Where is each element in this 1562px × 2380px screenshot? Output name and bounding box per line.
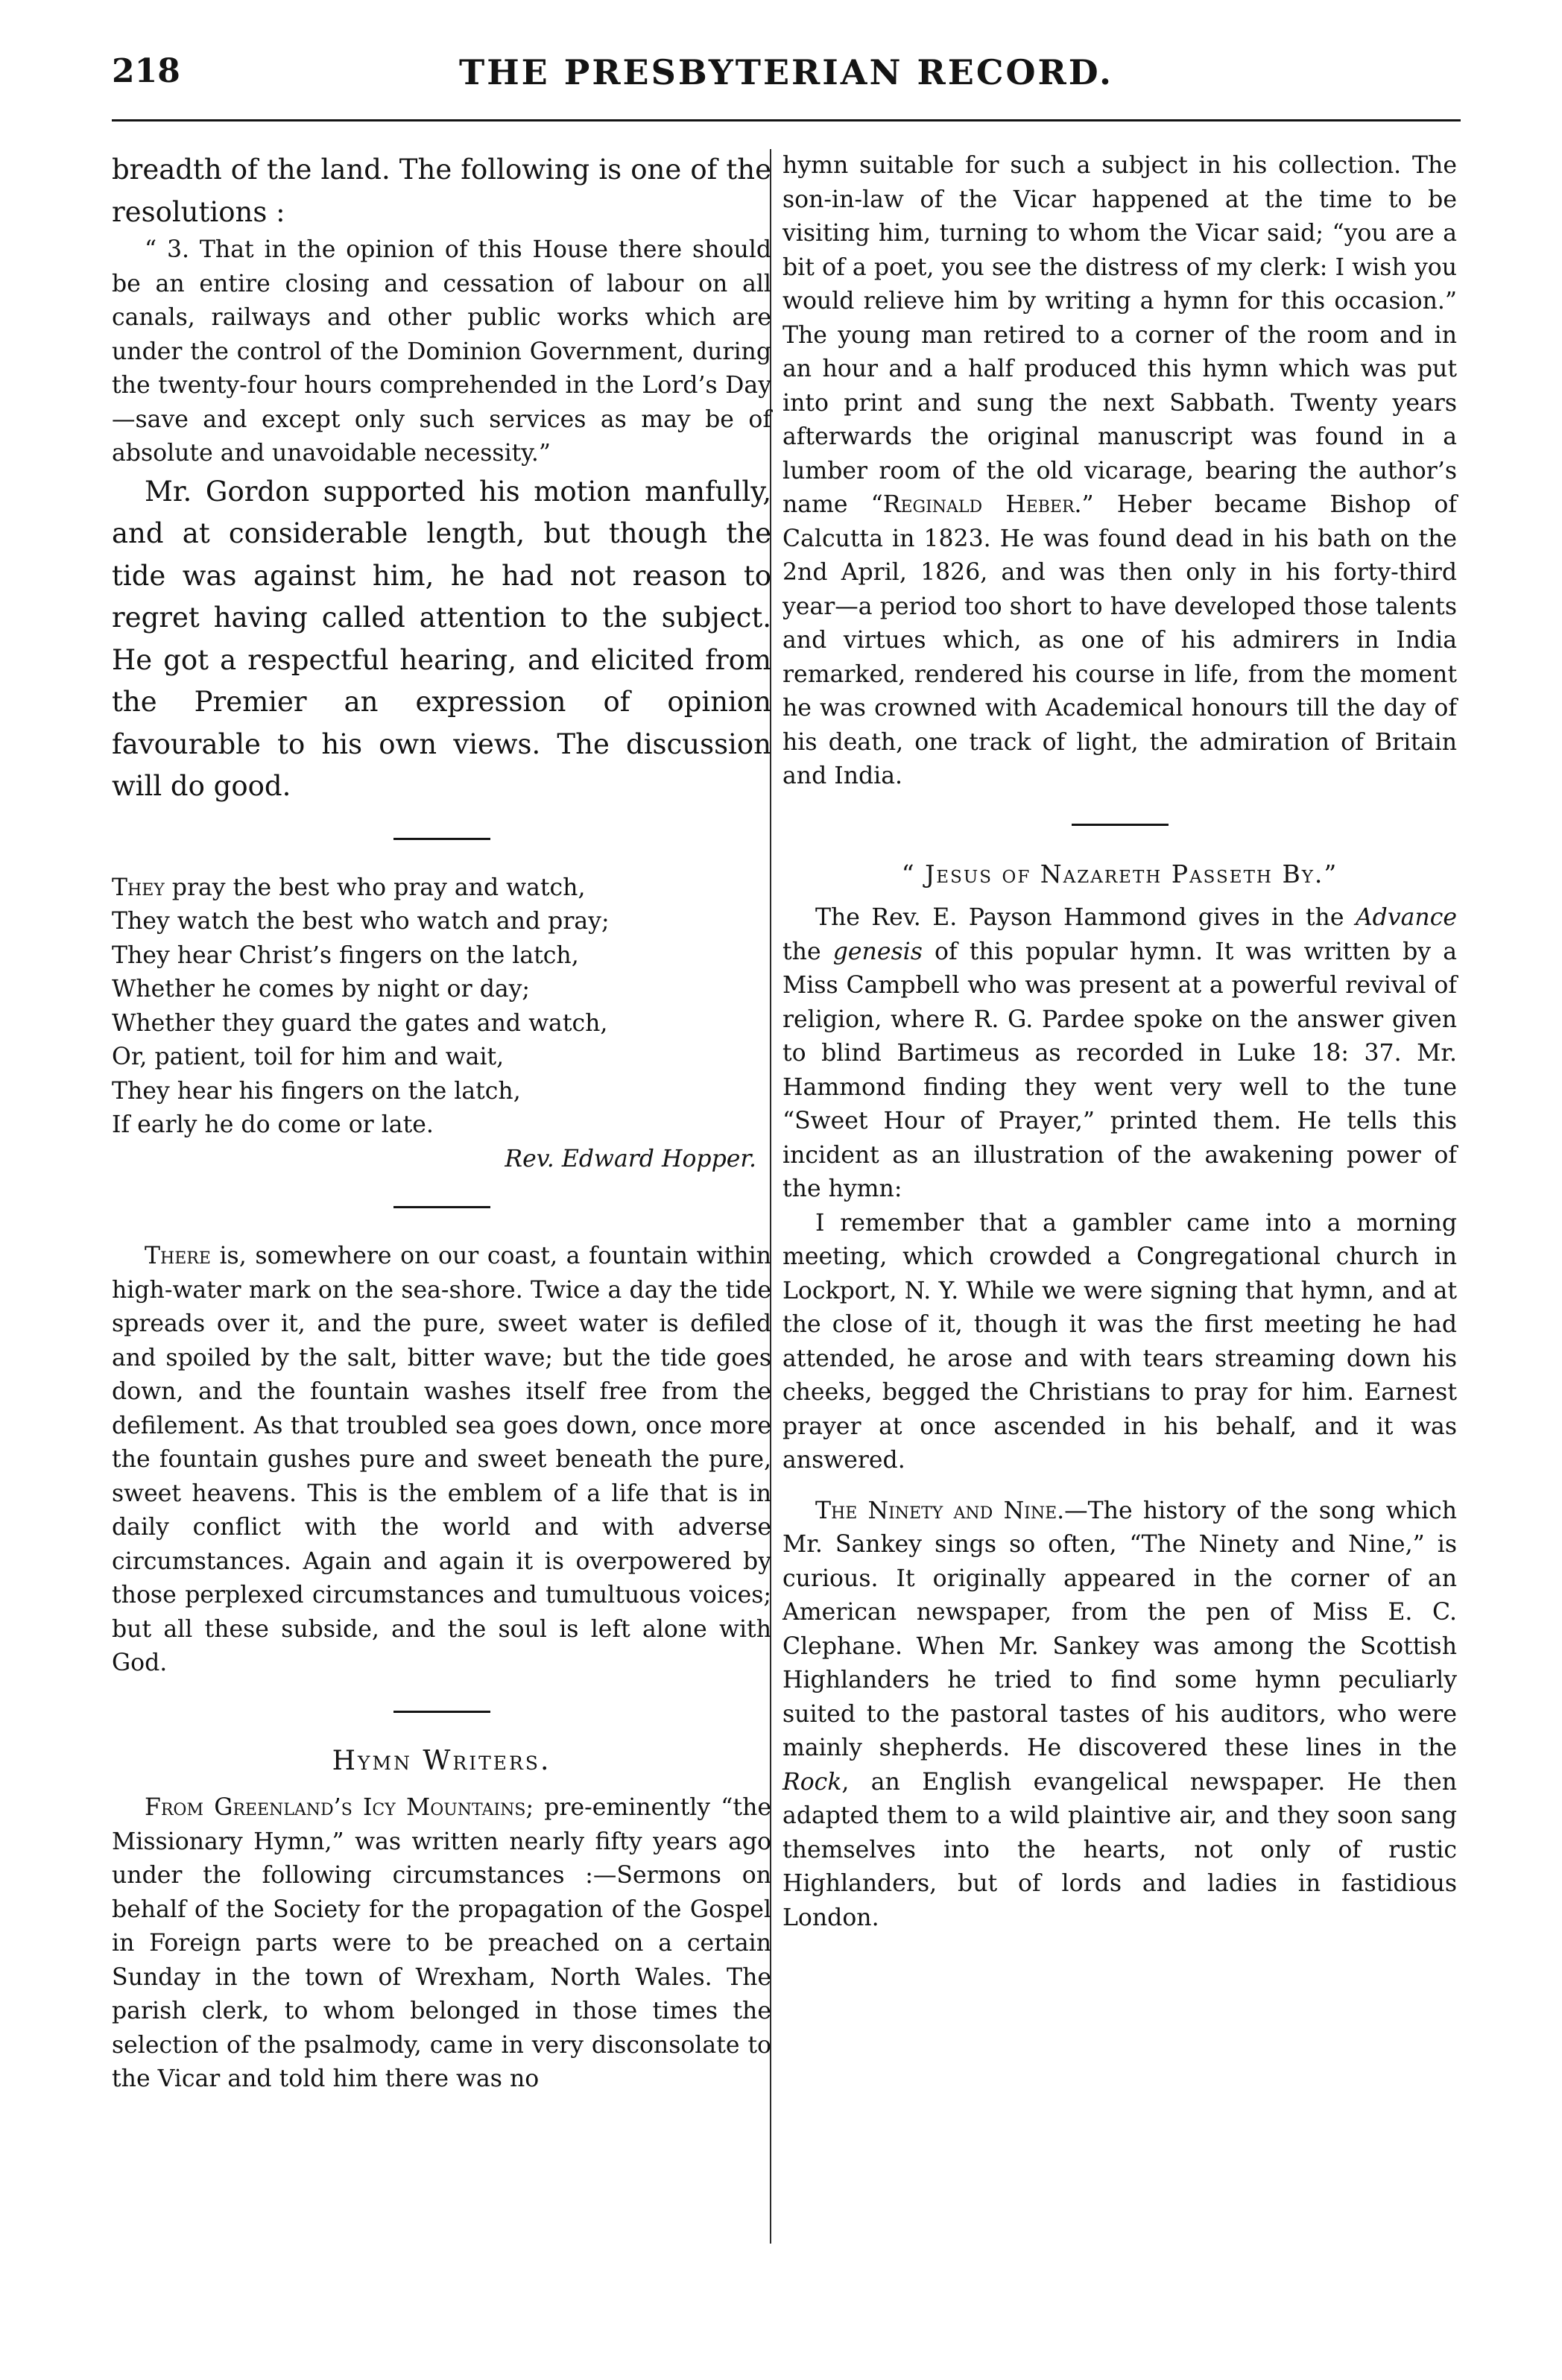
genesis-word: genesis <box>832 938 923 965</box>
article-paragraph: Mr. Gordon supported his motion manfully, and at considerable length, but though the tide was against him, he had not reason to regret having called attention to the subject. He got a respectful hearing, and elicited from the Premier an expression of opinion favourable to his own views. The discussion will do good. <box>112 475 771 802</box>
hammond-paragraph: The Rev. E. Payson Hammond gives in the Advance the genesis of this popular hymn. It was written by a Miss Campbell who was present at a powerful revival of religion, where R. G. Pardee spoke on the answer given to blind Bartimeus as recorded in Luke 18: 37. Mr. Hammond finding they went very well to the tune “Sweet Hour of Prayer,” printed them. He tells this incident as an illustration of the awakening power of the hymn: <box>782 904 1457 1202</box>
ninety-paragraph: The Ninety and Nine.—The history of the song which Mr. Sankey sings so often, “The Ninety and Nine,” is curious. It originally appeared in the corner of an American newspaper, from the pen of Miss E. C. Clephane. When Mr. Sankey was among the Scottish Highlanders he tried to find some hymn peculiarly suited to the pastoral tastes of his auditors, who were mainly shepherds. He discovered these lines in the Rock, an English evangelical newspaper. He then adapted them to a wild plaintive air, and they soon sang themselves into the hearts, not only of rustic Highlanders, but of lords and ladies in fastidious London. <box>782 1497 1457 1931</box>
left-column <box>112 149 771 2097</box>
poem-first-word: They <box>112 874 165 901</box>
right-column <box>782 149 1457 1935</box>
section-separator <box>393 1711 490 1713</box>
fountain-first-word: There <box>145 1243 211 1269</box>
rock-title: Rock <box>782 1768 842 1796</box>
advance-title: Advance <box>1355 904 1457 931</box>
poem <box>112 871 771 1143</box>
section-heading: “ Jesus of Nazareth Passeth By.” <box>901 859 1338 888</box>
poem-line: They hear his fingers on the latch, <box>112 1077 521 1105</box>
poem-line: If early he do come or late. <box>112 1111 434 1138</box>
article-paragraph: breadth of the land. The following is one of the resolutions : <box>112 154 771 228</box>
header-rule <box>112 119 1461 121</box>
poem-line: They watch the best who watch and pray; <box>112 908 610 935</box>
poem-line: They pray the best who pray and watch, <box>112 874 586 901</box>
page-header <box>112 52 1461 104</box>
section-heading: Hymn Writers. <box>332 1745 551 1776</box>
poem-line: Whether he comes by night or day; <box>112 976 531 1003</box>
section-separator <box>393 838 490 840</box>
section-separator <box>1072 824 1169 826</box>
running-title: THE PRESBYTERIAN RECORD. <box>458 52 1114 92</box>
heber-paragraph: hymn suitable for such a subject in his collection. The son-in-law of the Vicar happened at the time to be visiting him, turning to whom the Vicar said; “you are a bit of a poet, you see the distress of my clerk: I wish you would relieve him by writing a hymn for this occasion.” The young man retired to a corner of the room and in an hour and a half produced this hymn which was put into print and sung the next Sabbath. Twenty years afterwards the original manuscript was found in a lumber room of the old vicarage, bearing the author’s name “Reginald Heber.” Heber became Bishop of Calcutta in 1823. He was found dead in his bath on the 2nd April, 1826, and was then only in his forty-third year—a period too short to have developed those talents and virtues which, as one of his admirers in India remarked, rendered his course in life, from the moment he was crowned with Academical honours till the day of his death, one track of light, the admiration of Britain and India. <box>782 152 1458 789</box>
ninety-title: The Ninety and Nine. <box>815 1497 1065 1524</box>
poem-line: They hear Christ’s fingers on the latch, <box>112 941 579 969</box>
section-separator <box>393 1206 490 1208</box>
poem-line: Whether they guard the gates and watch, <box>112 1009 608 1037</box>
resolution-quote: “ 3. That in the opinion of this House there should be an entire closing and cessation of labour on all canals, railways and other public works which are under the control of the Dominion Government, during the twenty-four hours comprehended in the Lord’s Day—save and except only such services as may be of absolute and unavoidable necessity.” <box>112 236 771 467</box>
fountain-paragraph: There is, somewhere on our coast, a fountain within high-water mark on the sea-shore. Twice a day the tide spreads over it, and the pure, sweet water is defiled and spoiled by the salt, bitter wave; but the tide goes down, and the fountain washes itself free from the defilement. As that troubled sea goes down, once more the fountain gushes pure and sweet beneath the pure, sweet heavens. This is the emblem of a life that is in daily conflict with the world and with adverse circumstances. Again and again it is overpowered by those perplexed circumstances and tumultuous voices; but all these subside, and the soul is left alone with God. <box>112 1243 771 1676</box>
page-number: 218 <box>112 52 180 90</box>
poem-author: Rev. Edward Hopper. <box>505 1145 756 1172</box>
poem-line: Or, patient, toil for him and wait, <box>112 1044 505 1070</box>
gambler-paragraph: I remember that a gambler came into a morning meeting, which crowded a Congregational church in Lockport, N. Y. While we were signing that hymn, and at the close of it, though it was the first meeting he had attended, he arose and with tears streaming down his cheeks, begged the Christians to pray for him. Earnest prayer at once ascended in his behalf, and it was answered. <box>782 1209 1457 1474</box>
greenland-paragraph: From Greenland’s Icy Mountains; pre-eminently “the Missionary Hymn,” was written nearly fifty years ago under the following circumstances :—Sermons on behalf of the Society for the propagation of the Gospel in Foreign parts were to be preached on a certain Sunday in the town of Wrexham, North Wales. The parish clerk, to whom belonged in those times the selection of the psalmody, came in very disconsolate to the Vicar and told him there was no <box>112 1794 771 2092</box>
greenland-title: From Greenland’s Icy Mountains <box>145 1794 526 1821</box>
heber-name: Reginald Heber <box>882 491 1075 518</box>
